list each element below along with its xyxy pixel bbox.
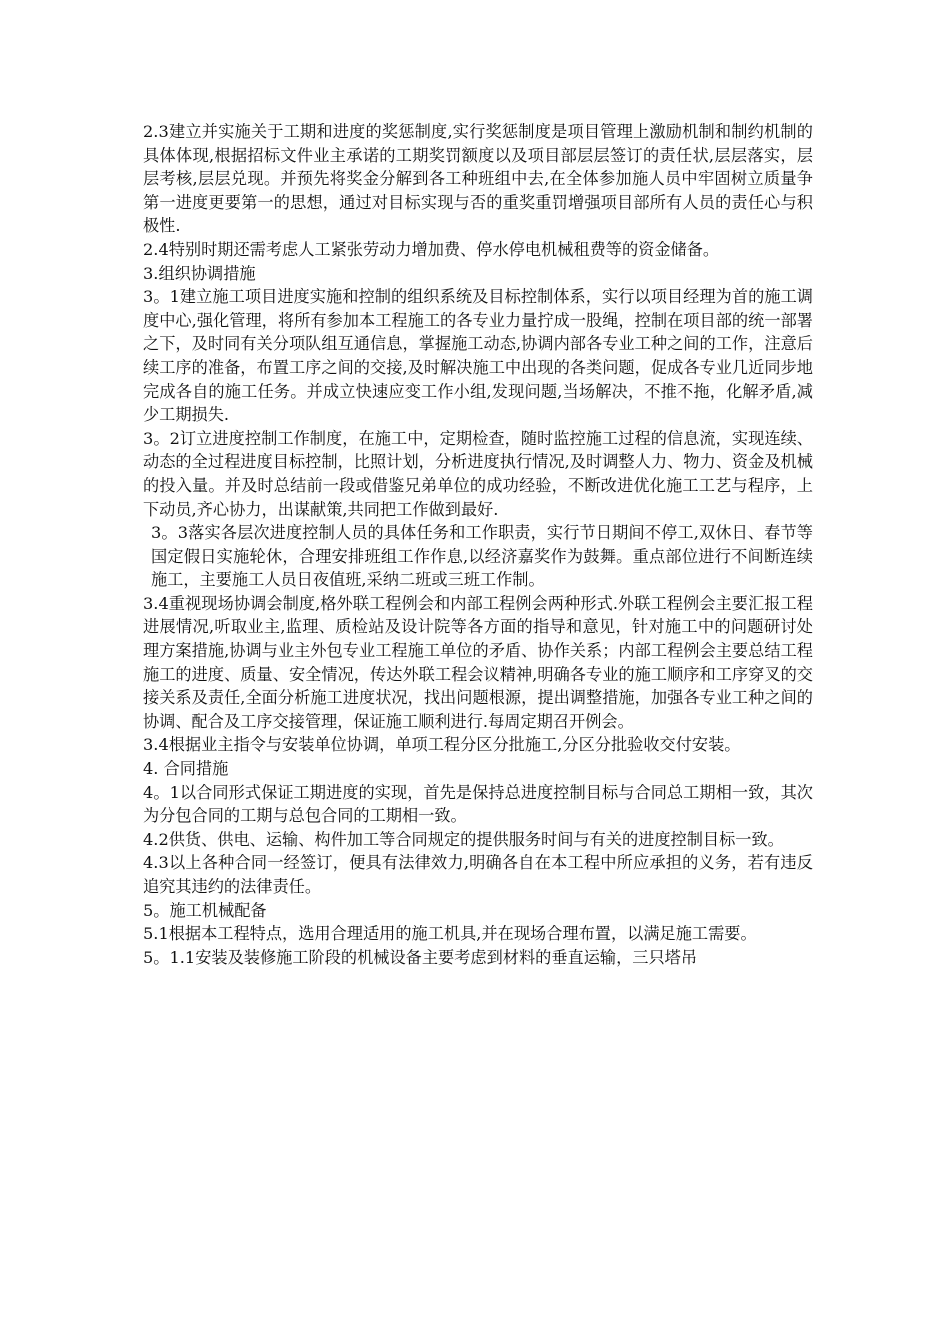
paragraph-3-4-meetings: 3.4重视现场协调会制度,格外联工程例会和内部工程例会两种形式.外联工程例会主要汇报工程进展情况,听取业主,监理、质检站及设计院等各方面的指导和意见，针对施工中的问题研讨处理方案措施,协调与业主外包专业工程施工单位的矛盾、协作关系；内部工程例会主要总结工程施工的进度、质量、安全情况，传达外联工程会议精神,明确各专业的施工顺序和工序穿叉的交接关系及责任,全面分析施工进度状况，找出问题根源，提出调整措施，加强各专业工种之间的协调、配合及工序交接管理，保证施工顺利进行.每周定期召开例会。 bbox=[143, 593, 813, 731]
paragraph-5-1: 5.1根据本工程特点，选用合理适用的施工机具,并在现场合理布置，以满足施工需要。 bbox=[143, 924, 757, 944]
section-heading-4: 4. 合同措施 bbox=[143, 759, 229, 779]
paragraph-3-1: 3。1建立施工项目进度实施和控制的组织系统及目标控制体系，实行以项目经理为首的施工调度中心,强化管理，将所有参加本工程施工的各专业力量拧成一股绳，控制在项目部的统一部署之下，及时同有关分项队组互通信息，掌握施工动态,协调内部各专业工种之间的工作，注意后续工序的准备，布置工序之间的交接,及时解决施工中出现的各类问题，促成各专业几近同步地完成各自的施工任务。并成立快速应变工作小组,发现问题,当场解决，不推不拖，化解矛盾,减少工期损失. bbox=[143, 287, 813, 425]
paragraph-4-2: 4.2供货、供电、运输、构件加工等合同规定的提供服务时间与有关的进度控制目标一致。 bbox=[143, 829, 784, 849]
section-heading-5: 5。施工机械配备 bbox=[143, 900, 267, 920]
section-heading-3: 3.组织协调措施 bbox=[143, 263, 256, 283]
paragraph-3-2: 3。2订立进度控制工作制度，在施工中，定期检查，随时监控施工过程的信息流，实现连续、动态的全过程进度目标控制，比照计划，分析进度执行情况,及时调整人力、物力、资金及机械的投入量。并及时总结前一段或借鉴兄弟单位的成功经验，不断改进优化施工工艺与程序，上下动员,齐心协力，出谋献策,共同把工作做到最好. bbox=[143, 428, 813, 519]
document-page bbox=[143, 120, 813, 969]
paragraph-5-1-1: 5。1.1安装及装修施工阶段的机械设备主要考虑到材料的垂直运输，三只塔吊 bbox=[143, 947, 698, 967]
paragraph-2-3: 2.3建立并实施关于工期和进度的奖惩制度,实行奖惩制度是项目管理上激励机制和制约机制的具体体现,根据招标文件业主承诺的工期奖罚额度以及项目部层层签订的责任状,层层落实，层层考核,层层兑现。并预先将奖金分解到各工种班组中去,在全体参加施人员中牢固树立质量争第一进度更要第一的思想，通过对目标实现与否的重奖重罚增强项目部所有人员的责任心与积极性. bbox=[143, 122, 813, 236]
paragraph-4-1: 4。1以合同形式保证工期进度的实现，首先是保持总进度控制目标与合同总工期相一致，其次为分包合同的工期与总包合同的工期相一致。 bbox=[143, 782, 813, 826]
paragraph-3-3: 3。3落实各层次进度控制人员的具体任务和工作职责，实行节日期间不停工,双休日、春节等国定假日实施轮休，合理安排班组工作作息,以经济嘉奖作为鼓舞。重点部位进行不间断连续施工，主要施工人员日夜值班,采纳二班或三班工作制。 bbox=[151, 523, 813, 590]
paragraph-4-3: 4.3以上各种合同一经签订，便具有法律效力,明确各自在本工程中所应承担的义务，若有违反追究其违约的法律责任。 bbox=[143, 853, 813, 896]
paragraph-2-4: 2.4特别时期还需考虑人工紧张劳动力增加费、停水停电机械租费等的资金储备。 bbox=[143, 239, 720, 259]
paragraph-3-4-coordination: 3.4根据业主指令与安装单位协调，单项工程分区分批施工,分区分批验收交付安装。 bbox=[143, 735, 741, 755]
